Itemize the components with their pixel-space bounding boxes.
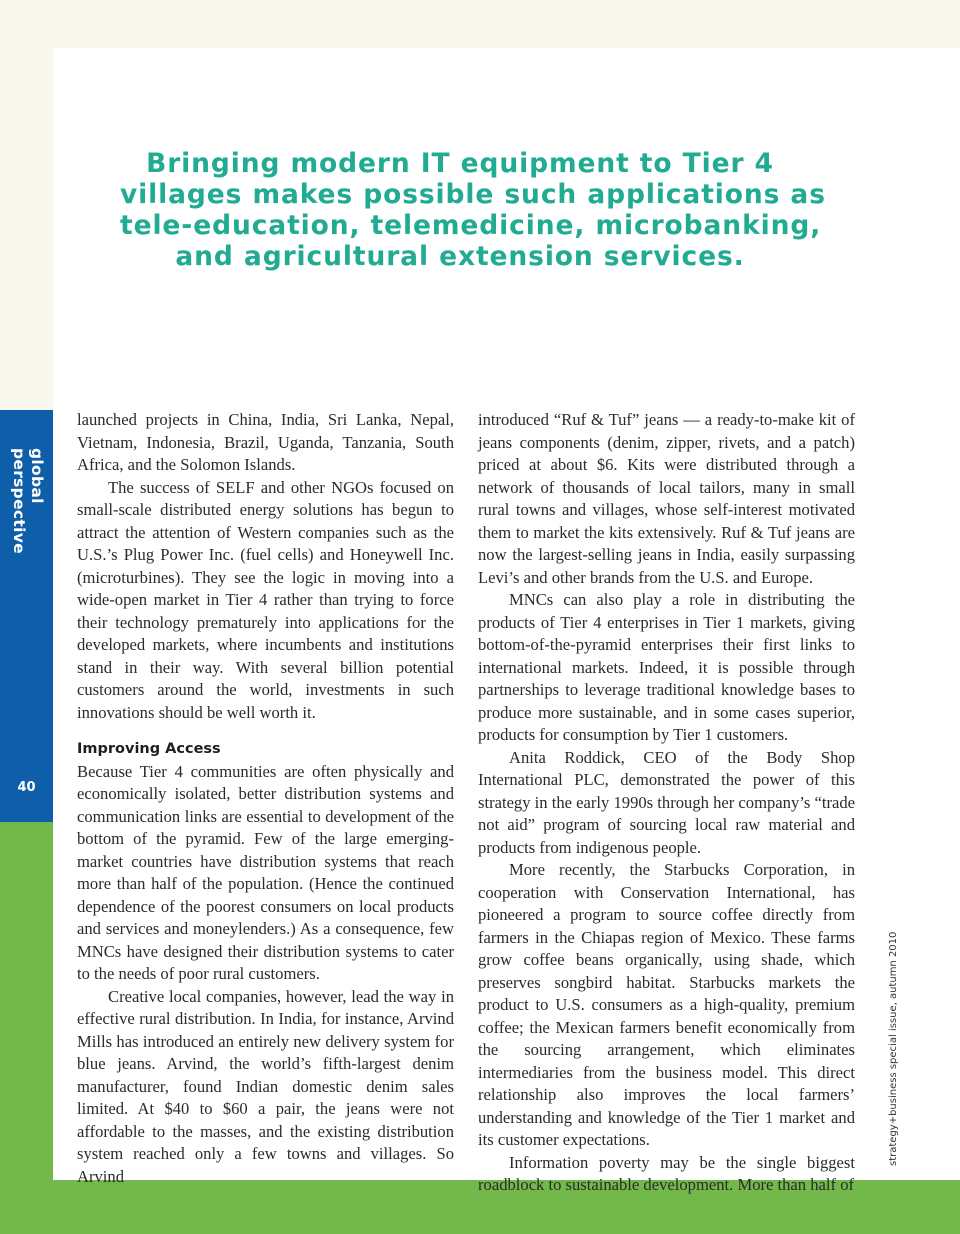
- paragraph: introduced “Ruf & Tuf” jeans — a ready-to-make kit of jeans components (denim, zipper, rivets, and a patch) priced at about $6. Kits were distributed through a network of thousands of local tailors, many in small rural towns and villages, whose self-interest motivated them to market the kits extensively. Ruf & Tuf jeans are now the largest-selling jeans in India, easily surpassing Levi’s and other brands from the U.S. and Europe.: [478, 410, 855, 587]
- publication-footer: strategy+business special issue, autumn 2010: [888, 931, 899, 1166]
- paragraph: Because Tier 4 communities are often physically and economically isolated, better distribution systems and communication links are essential to development of the bottom of the pyramid. Few of the large emerging-market countries have distribution systems that reach more than half of the population. (Hence the continued dependence of the poorest consumers on local products and services and moneylenders.) As a consequence, few MNCs have designed their distribution systems to cater to the needs of poor rural customers.: [77, 761, 454, 983]
- paragraph: Anita Roddick, CEO of the Body Shop International PLC, demonstrated the power of this strategy in the early 1990s through her company’s “trade not aid” program of sourcing local raw material and products from indigenous people.: [478, 747, 855, 857]
- paragraph: launched projects in China, India, Sri Lanka, Nepal, Vietnam, Indonesia, Brazil, Uganda, Tanzania, South Africa, and the Solomon Islands.: [77, 410, 454, 474]
- pull-quote-line: Bringing modern IT equipment to Tier 4: [146, 148, 774, 179]
- paragraph: The success of SELF and other NGOs focused on small-scale distributed energy solutions has begun to attract the attention of Western companies such as the U.S.’s Plug Power Inc. (fuel cells) and Honeywell Inc. (microturbines). They see the logic in moving into a wide-open market in Tier 4 rather than trying to force their technology prematurely into applications for the developed markets, where incumbents and institutions stand in their way. With several billion potential customers around the world, investments in such innovations should be well worth it.: [77, 477, 454, 722]
- side-green-band: [0, 822, 53, 1180]
- pull-quote-line: tele-education, telemedicine, microbanking,: [120, 210, 822, 241]
- paragraph: More recently, the Starbucks Corporation, in cooperation with Conservation International, has pioneered a program to source coffee directly from farmers in the Chiapas region of Mexico. These farms grow coffee beans organically, using shade, which preserves songbird habitat. Starbucks markets the product to U.S. consumers as a high-quality, premium coffee; the Mexican farmers benefit economically from the sourcing arrangement, which eliminates intermediaries from the business model. This direct relationship also improves the local farmers’ understanding and knowledge of the Tier 1 market and its customer expectations.: [478, 860, 855, 1149]
- subheading: Improving Access: [77, 741, 221, 757]
- pull-quote-line: and agricultural extension services.: [175, 241, 745, 272]
- paragraph: Creative local companies, however, lead the way in effective rural distribution. In India, for instance, Arvind Mills has introduced an entirely new delivery system for blue jeans. Arvind, the world’s fifth-largest denim manufacturer, found Indian domestic denim sales limited. At $40 to $60 a pair, the jeans were not affordable to the masses, and the existing distribution system reached only a few towns and villages. So Arvind: [77, 986, 454, 1186]
- paragraph: MNCs can also play a role in distributing the products of Tier 4 enterprises in Tier 1 markets, giving bottom-of-the-pyramid enterprises their first links to international markets. Indeed, it is possible through partnerships to leverage traditional knowledge bases to produce more sustainable, and in some cases superior, products for consumption by Tier 1 customers.: [478, 590, 855, 744]
- pull-quote-line: villages makes possible such applications as: [120, 179, 826, 210]
- right-column: [478, 409, 855, 1197]
- page-number: 40: [17, 780, 36, 795]
- section-label: global perspective: [10, 448, 46, 554]
- pull-quote: [120, 148, 826, 272]
- paragraph: Information poverty may be the single biggest roadblock to sustainable development. More than half of: [478, 1152, 855, 1194]
- left-column: [77, 409, 454, 1188]
